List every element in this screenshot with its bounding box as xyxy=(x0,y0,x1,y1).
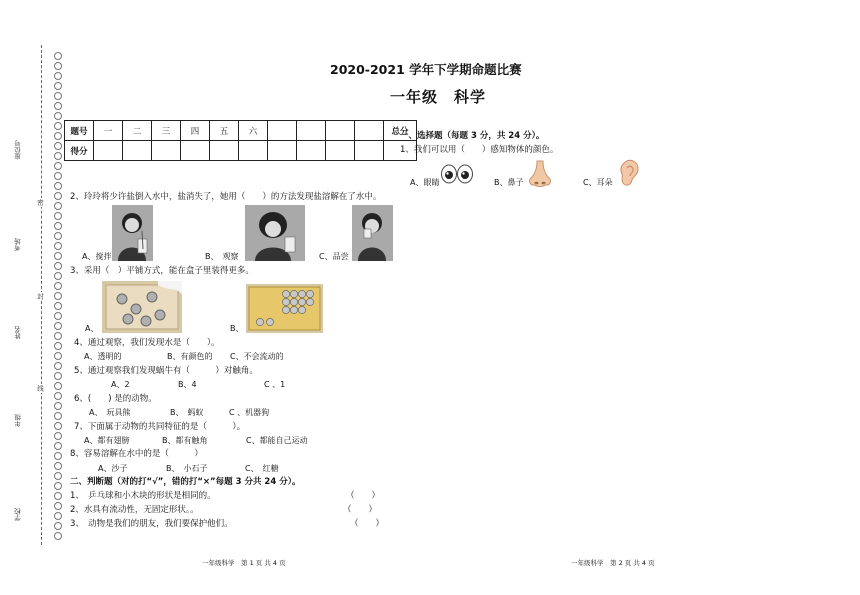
section2-heading: 二、判断题（对的打“√”，错的打“×”每题 3 分共 24 分）。 xyxy=(70,477,301,487)
q5-option-b[interactable]: B、4 xyxy=(178,380,197,389)
judge-item-2-text: 2、水具有流动性，无固定形状。。 xyxy=(70,505,199,515)
score-cell xyxy=(326,121,355,141)
q2-image-observing xyxy=(245,205,305,261)
score-table-score-row xyxy=(65,141,417,161)
q4-option-c[interactable]: C、不会流动的 xyxy=(230,352,284,361)
score-cell xyxy=(297,121,326,141)
judge-item-3-text: 3、 动物是我们的朋友，我们要保护他们。 xyxy=(70,519,233,529)
q2-image-stirring xyxy=(112,205,153,261)
margin-feng: 封 xyxy=(36,293,44,300)
q3-image-scattered-nuts xyxy=(102,281,182,333)
score-input-cell[interactable] xyxy=(239,141,268,161)
score-input-cell[interactable] xyxy=(210,141,239,161)
q3-image-tiled-nuts xyxy=(246,284,323,333)
margin-label-school: 学校 xyxy=(14,508,22,521)
q4-option-b[interactable]: B、有颜色的 xyxy=(167,352,213,361)
footer-page-1: 一年级科学 第 1 页 共 4 页 xyxy=(202,559,286,567)
margin-label-seat: 座位号 xyxy=(14,140,22,160)
score-input-cell[interactable] xyxy=(326,141,355,161)
score-input-cell[interactable] xyxy=(123,141,152,161)
margin-label-grade: 年级 xyxy=(14,414,22,427)
q3-option-a[interactable]: A、 xyxy=(85,324,99,333)
q5-option-c[interactable]: C 、1 xyxy=(264,380,286,389)
q3-text: 3、采用（ ）平铺方式，能在盒子里装得更多。 xyxy=(70,266,254,276)
margin-label-name: 姓名 xyxy=(14,326,22,339)
score-cell: 六 xyxy=(239,121,268,141)
eyes-icon xyxy=(440,163,474,185)
score-input-cell[interactable] xyxy=(268,141,297,161)
margin-xian: 线 xyxy=(36,385,44,392)
margin-mi: 密 xyxy=(36,199,44,206)
score-input-cell[interactable] xyxy=(297,141,326,161)
q6-option-b[interactable]: B、 蚂蚁 xyxy=(170,408,204,417)
score-cell: 四 xyxy=(181,121,210,141)
score-cell: 五 xyxy=(210,121,239,141)
score-input-cell[interactable] xyxy=(355,141,384,161)
q7-option-b[interactable]: B、都有触角 xyxy=(162,436,208,445)
score-cell: 题号 xyxy=(65,121,94,141)
q2-option-a[interactable]: A、搅拌 xyxy=(82,252,112,261)
score-cell xyxy=(268,121,297,141)
exam-title: 2020-2021 学年下学期命题比赛 xyxy=(330,62,522,77)
score-cell: 得分 xyxy=(65,141,94,161)
score-cell: 总分 xyxy=(384,121,417,141)
q5-option-a[interactable]: A、2 xyxy=(111,380,130,389)
q8-text: 8、容易溶解在水中的是（ ） xyxy=(70,449,203,459)
nose-icon xyxy=(527,160,553,188)
judge-item-2-answer[interactable]: （ ） xyxy=(343,505,378,515)
section1-heading: 一、选择题（每题 3 分，共 24 分）。 xyxy=(400,131,545,141)
q6-text: 6、( ) 是的动物。 xyxy=(74,394,157,404)
score-cell: 三 xyxy=(152,121,181,141)
q2-option-b[interactable]: B、 观察 xyxy=(205,252,239,261)
q7-option-c[interactable]: C、都能自己运动 xyxy=(246,436,308,445)
judge-item-3-answer[interactable]: （ ） xyxy=(350,519,385,529)
exam-subtitle: 一年级 科学 xyxy=(390,88,487,106)
q1-text: 1、我们可以用（ ）感知物体的颜色。 xyxy=(400,145,559,155)
q4-text: 4、通过观察，我们发现水是（ ）。 xyxy=(74,338,220,348)
score-cell xyxy=(355,121,384,141)
judge-item-1-answer[interactable]: （ ） xyxy=(346,491,381,501)
score-table-header-row xyxy=(65,121,417,141)
q8-option-b[interactable]: B、 小石子 xyxy=(166,464,208,473)
q1-option-a[interactable]: A、眼睛 xyxy=(410,178,440,187)
score-input-cell[interactable] xyxy=(152,141,181,161)
score-cell: 二 xyxy=(123,121,152,141)
score-table xyxy=(64,120,417,161)
q3-option-b[interactable]: B、 xyxy=(230,324,244,333)
score-input-cell[interactable] xyxy=(181,141,210,161)
judge-item-1-text: 1、 乒乓球和小木块的形状是相同的。 xyxy=(70,491,216,501)
q2-image-tasting xyxy=(352,205,393,261)
q1-option-c[interactable]: C、耳朵 xyxy=(583,178,613,187)
q2-option-c[interactable]: C、品尝 xyxy=(319,252,349,261)
margin-label-exam-room: 考场 xyxy=(14,238,22,251)
score-cell: 一 xyxy=(94,121,123,141)
q2-text: 2、玲玲将少许盐倒入水中，盐消失了，她用（ ）的方法发现盐溶解在了水中。 xyxy=(70,192,382,202)
footer-page-2: 一年级科学 第 2 页 共 4 页 xyxy=(571,559,655,567)
q6-option-c[interactable]: C 、机器狗 xyxy=(229,408,270,417)
q6-option-a[interactable]: A、 玩具熊 xyxy=(89,408,131,417)
q1-option-b[interactable]: B、鼻子 xyxy=(494,178,524,187)
q8-option-a[interactable]: A、沙子 xyxy=(98,464,128,473)
q7-text: 7、下面属于动物的共同特征的是（ ）。 xyxy=(74,422,246,432)
q4-option-a[interactable]: A、透明的 xyxy=(84,352,122,361)
ear-icon xyxy=(618,159,640,187)
q5-text: 5、通过观察我们发现蜗牛有（ ）对触角。 xyxy=(74,366,258,376)
q7-option-a[interactable]: A、都有翅膀 xyxy=(84,436,130,445)
score-input-cell[interactable] xyxy=(94,141,123,161)
q8-option-c[interactable]: C、 红糖 xyxy=(245,464,279,473)
